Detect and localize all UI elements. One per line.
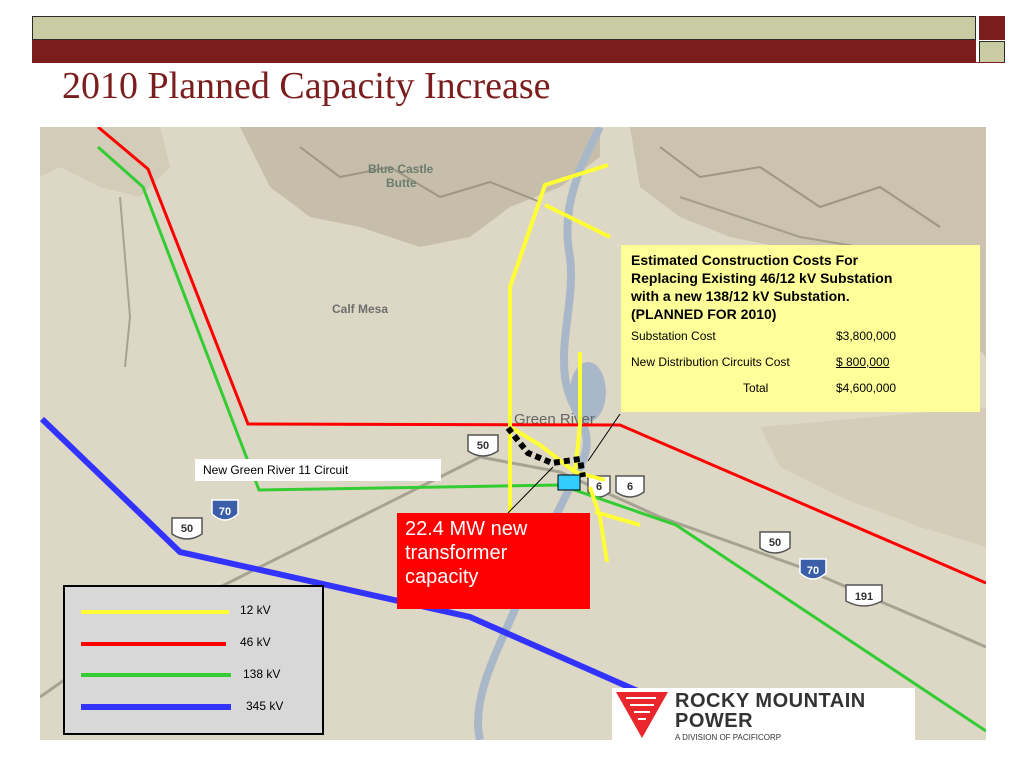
shield-us-50 [760, 532, 790, 553]
logo-text-line2: POWER [675, 710, 754, 732]
callout-line: transformer [405, 542, 508, 564]
shield-interstate-70 [212, 500, 238, 520]
rocky-mountain-power-logo [612, 688, 915, 744]
legend-swatch-12kv [81, 610, 229, 614]
svg-text:50: 50 [180, 523, 194, 535]
svg-text:50: 50 [768, 537, 782, 549]
title-bar-square-dark [979, 16, 1005, 40]
transformer-capacity-callout [397, 513, 590, 609]
cost-row-total [631, 375, 970, 401]
cost-row-substation [631, 323, 970, 349]
cost-estimate-box [621, 245, 980, 412]
logo-text-line3: A DIVISION OF PACIFICORP [675, 733, 782, 742]
cost-label: New Distribution Circuits Cost [631, 355, 790, 369]
cost-heading-line: Estimated Construction Costs For [631, 252, 859, 268]
legend-swatch-345kv [81, 704, 231, 710]
shield-us-191 [846, 585, 882, 606]
legend-swatch-138kv [81, 673, 231, 677]
logo-text-line1: ROCKY MOUNTAIN [675, 690, 866, 712]
shield-us-6 [616, 476, 644, 497]
title-bar-rule [32, 62, 1005, 63]
cost-heading-line: with a new 138/12 kV Substation. [631, 288, 850, 304]
cost-row-distribution [631, 349, 970, 375]
legend-swatch-46kv [81, 642, 226, 646]
title-bar-top [32, 16, 976, 40]
logo-mark-icon [612, 688, 672, 744]
slide-title: 2010 Planned Capacity Increase [62, 65, 551, 107]
callout-line: capacity [405, 566, 479, 588]
cost-amount: $4,600,000 [836, 381, 897, 395]
new-circuit-label: New Green River 11 Circuit [195, 459, 441, 481]
svg-text:6: 6 [626, 481, 634, 493]
new-substation-marker [558, 475, 580, 490]
legend-label: 46 kV [240, 635, 271, 649]
svg-text:6: 6 [595, 481, 603, 493]
voltage-legend [63, 585, 324, 735]
svg-text:191: 191 [854, 591, 874, 603]
shield-us-50 [468, 435, 498, 456]
cost-amount: $ 800,000 [836, 355, 890, 369]
cost-heading-line: Replacing Existing 46/12 kV Substation [631, 270, 893, 286]
title-bar-band [32, 40, 976, 62]
place-label-calf-mesa: Calf Mesa [332, 302, 389, 316]
svg-text:70: 70 [806, 565, 820, 577]
callout-line: 22.4 MW new [405, 518, 528, 540]
shield-interstate-70 [800, 559, 826, 579]
svg-text:70: 70 [218, 506, 232, 518]
place-label-blue-castle: Blue Castle [368, 162, 434, 176]
cost-heading-line: (PLANNED FOR 2010) [631, 306, 777, 322]
title-bar-square-light [979, 41, 1005, 63]
legend-label: 138 kV [243, 667, 281, 681]
cost-label: Substation Cost [631, 329, 716, 343]
place-label-butte: Butte [386, 176, 417, 190]
svg-text:50: 50 [476, 440, 490, 452]
legend-label: 345 kV [246, 699, 284, 713]
cost-amount: $3,800,000 [836, 329, 897, 343]
legend-label: 12 kV [240, 603, 271, 617]
shield-us-50 [172, 518, 202, 539]
place-label-green-river: Green River [514, 411, 595, 428]
cost-label: Total [743, 381, 769, 395]
